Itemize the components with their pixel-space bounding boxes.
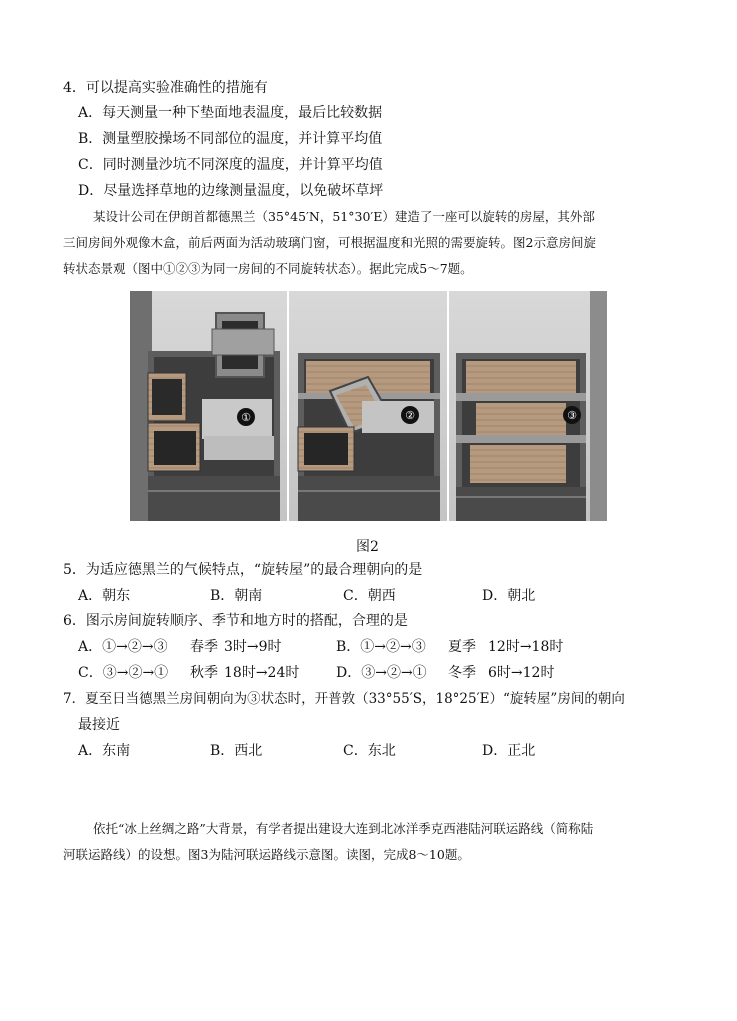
q4-option-c: C．同时测量沙坑不同深度的温度，并计算平均值 <box>78 157 383 173</box>
marker-3-label: ③ <box>567 409 577 422</box>
q7-option-d: D．正北 <box>482 743 536 759</box>
marker-2-label: ② <box>405 409 415 422</box>
q6-stem: 6．图示房间旋转顺序、季节和地方时的搭配，合理的是 <box>63 613 408 629</box>
q6-option-c-season: 秋季 <box>190 665 218 681</box>
intro2-line1: 依托“冰上丝绸之路”大背景，有学者提出建设大连到北冰洋季克西港陆河联运路线（简称陆 <box>93 821 594 836</box>
photo-panel-3 <box>449 291 607 521</box>
intro1-line2: 三间房间外观像木盒，前后两面为活动玻璃门窗，可根据温度和光照的需要旋转。图2示意房间旋 <box>63 235 596 250</box>
q5-option-c: C．朝西 <box>343 588 396 604</box>
q6-option-d-season: 冬季 <box>448 665 476 681</box>
q6-option-d-label: D．③→②→① <box>336 665 427 681</box>
intro1-line1: 某设计公司在伊朗首都德黑兰（35°45′N，51°30′E）建造了一座可以旋转的房屋，其外部 <box>93 209 595 224</box>
intro1-line3: 转状态景观（图中①②③为同一房间的不同旋转状态）。据此完成5～7题。 <box>63 261 473 276</box>
q7-option-c: C．东北 <box>343 743 396 759</box>
q6-option-a-time: 3时→9时 <box>224 639 282 655</box>
q7-stem-line2: 最接近 <box>78 717 120 733</box>
q7-stem-line1: 7．夏至日当德黑兰房间朝向为③状态时，开普敦（33°55′S，18°25′E）“旋转屋”房间的朝向 <box>63 691 625 707</box>
intro2-line2: 河联运路线）的设想。图3为陆河联运路线示意图。读图，完成8～10题。 <box>63 847 470 862</box>
q6-option-d-time: 6时→12时 <box>488 665 555 681</box>
q6-option-b-time: 12时→18时 <box>488 639 564 655</box>
photo-panel-2 <box>289 291 447 521</box>
q4-option-a: A．每天测量一种下垫面地表温度，最后比较数据 <box>78 105 383 121</box>
figure-rotating-house-photos <box>130 291 607 521</box>
rotating-house-illustration <box>130 291 607 521</box>
q6-option-a-season: 春季 <box>190 639 218 655</box>
q5-option-d: D．朝北 <box>482 588 536 604</box>
q7-option-b: B．西北 <box>210 743 263 759</box>
q6-option-c-label: C．③→②→① <box>78 665 169 681</box>
q6-option-a-label: A．①→②→③ <box>78 639 168 655</box>
marker-1-label: ① <box>241 411 251 424</box>
q5-stem: 5．为适应德黑兰的气候特点，“旋转屋”的最合理朝向的是 <box>63 562 423 578</box>
q6-option-b-label: B．①→②→③ <box>336 639 426 655</box>
q4-option-d: D．尽量选择草地的边缘测量温度，以免破坏草坪 <box>78 183 384 199</box>
q4-stem: 4．可以提高实验准确性的措施有 <box>63 80 268 96</box>
photo-panel-1 <box>130 291 287 521</box>
figure-caption: 图2 <box>356 539 379 555</box>
q6-option-c-time: 18时→24时 <box>224 665 300 681</box>
q5-option-a: A．朝东 <box>78 588 131 604</box>
q5-option-b: B．朝南 <box>210 588 263 604</box>
q6-option-b-season: 夏季 <box>448 639 476 655</box>
q4-option-b: B．测量塑胶操场不同部位的温度，并计算平均值 <box>78 131 383 147</box>
q7-option-a: A．东南 <box>78 743 131 759</box>
